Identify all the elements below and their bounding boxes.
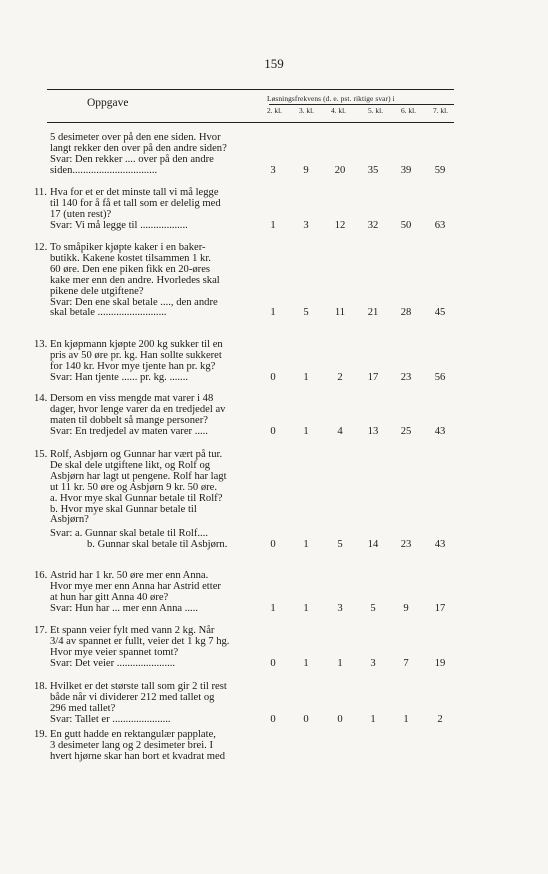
task-text-line: Svar: Den rekker .... over på den andre bbox=[50, 153, 214, 165]
frequency-value: 35 bbox=[367, 164, 379, 176]
task-text-line: maten til dobbelt så mange personer? bbox=[50, 414, 208, 426]
task-text-line: Svar: Tallet er ...................... bbox=[50, 713, 171, 725]
task-values-row bbox=[34, 715, 464, 726]
frequency-value: 19 bbox=[434, 657, 446, 669]
task-number: 15. bbox=[34, 449, 48, 460]
frequency-value: 0 bbox=[270, 371, 276, 383]
frequency-value: 1 bbox=[370, 713, 376, 725]
task-values-row bbox=[34, 373, 464, 384]
frequency-value: 11 bbox=[334, 307, 346, 319]
task-text-line: butikk. Kakene kostet tilsammen 1 kr. bbox=[50, 252, 211, 264]
frequency-value: 1 bbox=[270, 219, 276, 231]
frequency-value: 5 bbox=[370, 602, 376, 614]
frequency-value: 20 bbox=[334, 164, 346, 176]
table-top-rule bbox=[47, 89, 454, 90]
frequency-value: 5 bbox=[303, 307, 309, 319]
task-text-line: til 140 for å få et tall som er delelig med bbox=[50, 197, 221, 209]
task-text-line: 3/4 av spannet er fullt, veier det 1 kg 7 hg. bbox=[50, 635, 230, 647]
task-number: 18. bbox=[34, 681, 48, 692]
task-text-line: b. Gunnar skal betale til Asbjørn. bbox=[87, 539, 228, 551]
task-text bbox=[50, 730, 265, 763]
task-text-line: kake mer enn den andre. Hvorledes skal bbox=[50, 274, 220, 286]
frequency-value: 45 bbox=[434, 307, 446, 319]
task-text-line: Svar: Vi må legge til .................. bbox=[50, 219, 188, 231]
frequency-value: 0 bbox=[270, 425, 276, 437]
frequency-value: 0 bbox=[337, 713, 343, 725]
task-text-line: Hvor mye veier spannet tomt? bbox=[50, 646, 179, 658]
task-text-line: Hvilket er det største tall som gir 2 til rest bbox=[50, 681, 227, 692]
frequency-value: 25 bbox=[400, 425, 412, 437]
frequency-value: 56 bbox=[434, 371, 446, 383]
task-text-line: skal betale .......................... bbox=[50, 307, 167, 319]
frequency-value: 59 bbox=[434, 164, 446, 176]
task-text-line: To småpiker kjøpte kaker i en baker- bbox=[50, 242, 206, 253]
column-header: 4. kl. bbox=[331, 106, 346, 115]
frequency-value: 1 bbox=[303, 539, 309, 551]
header-frequency-title: Løsningsfrekvens (d. e. pst. riktige svar) i bbox=[267, 94, 395, 103]
task-text-line: Svar: Det veier ...................... bbox=[50, 657, 176, 669]
frequency-value: 0 bbox=[270, 657, 276, 669]
task-values-row bbox=[34, 308, 464, 319]
frequency-value: 12 bbox=[334, 219, 346, 231]
frequency-value: 1 bbox=[303, 602, 309, 614]
task-text bbox=[50, 450, 265, 551]
task-text-line: En kjøpmann kjøpte 200 kg sukker til en bbox=[50, 339, 223, 350]
frequency-value: 2 bbox=[437, 713, 443, 725]
column-header: 6. kl. bbox=[401, 106, 416, 115]
task-number: 13. bbox=[34, 339, 48, 350]
frequency-value: 13 bbox=[367, 425, 379, 437]
table-header-rule bbox=[47, 122, 454, 123]
task-number: 19. bbox=[34, 729, 48, 740]
task-text-line: for 140 kr. Hvor mye tjente han pr. kg? bbox=[50, 360, 216, 372]
task-text-line: pris av 50 øre pr. kg. Han sollte sukkeret bbox=[50, 349, 222, 361]
task-text-line: Svar: Den ene skal betale ...., den andre bbox=[50, 296, 218, 308]
frequency-value: 3 bbox=[270, 164, 276, 176]
task-text-line: Asbjørn? bbox=[50, 514, 89, 526]
task-values-row bbox=[34, 659, 464, 670]
task-text-line: 17 (uten rest)? bbox=[50, 208, 112, 220]
task-text-line: siden................................ bbox=[50, 164, 158, 176]
task-text-line: 60 øre. Den ene piken fikk en 20-øres bbox=[50, 263, 211, 275]
column-header: 5. kl. bbox=[368, 106, 383, 115]
frequency-value: 0 bbox=[270, 539, 276, 551]
task-text-line: dager, hvor lenge varer da en tredjedel av bbox=[50, 403, 226, 415]
frequency-value: 39 bbox=[400, 164, 412, 176]
task-text-line: Svar: Han tjente ...... pr. kg. ....... bbox=[50, 371, 188, 383]
task-number: 11. bbox=[34, 187, 47, 198]
frequency-value: 9 bbox=[403, 602, 409, 614]
frequency-value: 23 bbox=[400, 539, 412, 551]
header-oppgave: Oppgave bbox=[87, 97, 129, 109]
task-text-line: langt rekker den over på den andre siden? bbox=[50, 142, 227, 154]
frequency-value: 3 bbox=[303, 219, 309, 231]
header-columns bbox=[267, 106, 457, 116]
task-text-line: Svar: a. Gunnar skal betale til Rolf.... bbox=[50, 528, 208, 540]
task-values-row bbox=[34, 427, 464, 438]
task-text-line: 5 desimeter over på den ene siden. Hvor bbox=[50, 132, 221, 143]
task-text-line: Astrid har 1 kr. 50 øre mer enn Anna. bbox=[50, 570, 209, 581]
frequency-value: 17 bbox=[367, 371, 379, 383]
task-number: 17. bbox=[34, 625, 48, 636]
task-text-line: Asbjørn har lagt ut pengene. Rolf har lagt bbox=[50, 470, 227, 482]
frequency-value: 63 bbox=[434, 219, 446, 231]
task-values-row bbox=[34, 221, 464, 232]
task-number: 12. bbox=[34, 242, 48, 253]
task-text-line: Et spann veier fylt med vann 2 kg. Når bbox=[50, 625, 215, 636]
task-text-line: pikene dele utgiftene? bbox=[50, 285, 144, 297]
task-text-line: Dersom en viss mengde mat varer i 48 bbox=[50, 393, 214, 404]
task-text-line: b. Hvor mye skal Gunnar betale til bbox=[50, 503, 197, 515]
column-header: 2. kl. bbox=[267, 106, 282, 115]
frequency-value: 5 bbox=[337, 539, 343, 551]
page-number: 159 bbox=[264, 56, 284, 71]
frequency-value: 43 bbox=[434, 425, 446, 437]
frequency-value: 4 bbox=[337, 425, 343, 437]
task-text-line: Hvor mye mer enn Anna har Astrid etter bbox=[50, 580, 221, 592]
frequency-value: 1 bbox=[303, 657, 309, 669]
task-text-line: Rolf, Asbjørn og Gunnar har vært på tur. bbox=[50, 449, 223, 460]
frequency-value: 23 bbox=[400, 371, 412, 383]
frequency-value: 1 bbox=[337, 657, 343, 669]
frequency-value: 7 bbox=[403, 657, 409, 669]
frequency-value: 1 bbox=[403, 713, 409, 725]
frequency-value: 0 bbox=[303, 713, 309, 725]
task-text-line: 3 desimeter lang og 2 desimeter brei. I bbox=[50, 739, 213, 751]
frequency-value: 14 bbox=[367, 539, 379, 551]
frequency-value: 43 bbox=[434, 539, 446, 551]
task-text-line: ut 11 kr. 50 øre og Asbjørn 9 kr. 50 øre. bbox=[50, 481, 218, 493]
frequency-value: 1 bbox=[303, 371, 309, 383]
frequency-value: 32 bbox=[367, 219, 379, 231]
frequency-value: 3 bbox=[337, 602, 343, 614]
frequency-value: 1 bbox=[303, 425, 309, 437]
task-text-line: 296 med tallet? bbox=[50, 702, 116, 714]
frequency-value: 50 bbox=[400, 219, 412, 231]
frequency-value: 28 bbox=[400, 307, 412, 319]
task-values-row bbox=[34, 166, 464, 177]
frequency-value: 2 bbox=[337, 371, 343, 383]
task-number: 14. bbox=[34, 393, 48, 404]
task-text-line: både når vi dividerer 212 med tallet og bbox=[50, 691, 215, 703]
frequency-rule bbox=[269, 104, 454, 105]
task-text-line: En gutt hadde en rektangulær papplate, bbox=[50, 729, 216, 740]
task-text-line: at hun har gitt Anna 40 øre? bbox=[50, 591, 169, 603]
column-header: 3. kl. bbox=[299, 106, 314, 115]
column-header: 7. kl. bbox=[433, 106, 448, 115]
task-values-row bbox=[34, 540, 464, 551]
task-number: 16. bbox=[34, 570, 48, 581]
task-text-line: hvert hjørne skar han bort et kvadrat med bbox=[50, 750, 226, 762]
frequency-value: 0 bbox=[270, 713, 276, 725]
task-text-line: Svar: En tredjedel av maten varer ..... bbox=[50, 425, 208, 437]
task-text-line: De skal dele utgiftene likt, og Rolf og bbox=[50, 459, 211, 471]
frequency-value: 3 bbox=[370, 657, 376, 669]
frequency-value: 9 bbox=[303, 164, 309, 176]
frequency-value: 17 bbox=[434, 602, 446, 614]
frequency-value: 1 bbox=[270, 307, 276, 319]
task-text-line: Hva for et er det minste tall vi må legge bbox=[50, 187, 219, 198]
task-text-line: a. Hvor mye skal Gunnar betale til Rolf? bbox=[50, 492, 223, 504]
frequency-value: 21 bbox=[367, 307, 379, 319]
task-text-line: Svar: Hun har ... mer enn Anna ..... bbox=[50, 602, 198, 614]
task-values-row bbox=[34, 604, 464, 615]
frequency-value: 1 bbox=[270, 602, 276, 614]
